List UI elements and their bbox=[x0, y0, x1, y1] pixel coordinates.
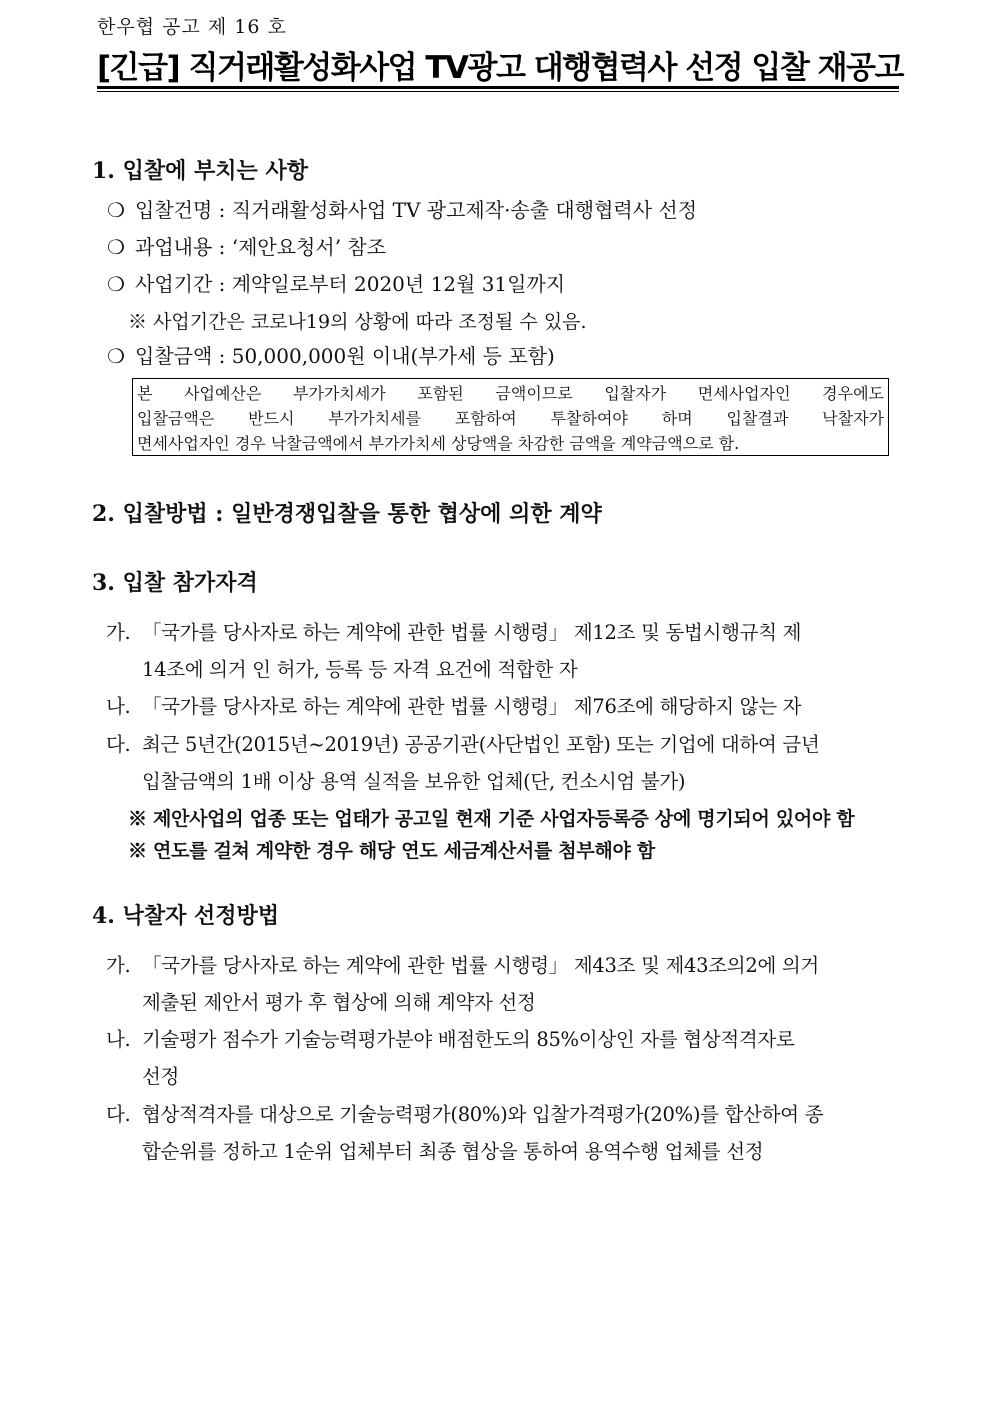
circle-bullet-icon: ❍ bbox=[107, 235, 125, 259]
section4-item-na: 나. 기술평가 점수가 기술능력평가분야 배점한도의 85%이상인 자를 협상적격자로 bbox=[106, 1028, 795, 1051]
section4-item-ga: 가. 「국가를 당사자로 하는 계약에 관한 법률 시행령」 제43조 및 제43조의2에 의거 bbox=[106, 954, 819, 977]
section1-item-1 bbox=[107, 194, 697, 223]
document-title: [긴급] 직거래활성화사업 TV광고 대행협력사 선정 입찰 재공고 bbox=[97, 50, 903, 86]
bid-name-text: 입찰건명 : 직거래활성화사업 TV 광고제작·송출 대행협력사 선정 bbox=[135, 198, 698, 222]
section1-item-4 bbox=[107, 340, 555, 369]
section4-item-ga-cont: 제출된 제안서 평가 후 협상에 의해 계약자 선정 bbox=[142, 991, 536, 1014]
section3-item-na: 나. 「국가를 당사자로 하는 계약에 관한 법률 시행령」 제76조에 해당하지 않는 자 bbox=[106, 695, 802, 718]
section4-item-da: 다. 협상적격자를 대상으로 기술능력평가(80%)와 입찰가격평가(20%)를 합산하여 종 bbox=[106, 1103, 824, 1126]
section2-heading: 2. 입찰방법 : 일반경쟁입찰을 통한 협상에 의한 계약 bbox=[92, 501, 602, 527]
section3-item-da-cont: 입찰금액의 1배 이상 용역 실적을 보유한 업체(단, 컨소시엄 불가) bbox=[142, 770, 686, 793]
business-registration-note: ※ 제안사업의 업종 또는 업태가 공고일 현재 기준 사업자등록증 상에 명기되어 있어야 함 bbox=[128, 808, 855, 830]
section3-item-da: 다. 최근 5년간(2015년~2019년) 공공기관(사단법인 포함) 또는 기업에 대하여 금년 bbox=[106, 733, 820, 756]
title-underline-thin bbox=[97, 91, 899, 92]
section3-item-ga: 가. 「국가를 당사자로 하는 계약에 관한 법률 시행령」 제12조 및 동법시행규칙 제 bbox=[106, 621, 802, 644]
section4-item-da-cont: 합순위를 정하고 1순위 업체부터 최종 협상을 통하여 용역수행 업체를 선정 bbox=[142, 1140, 764, 1163]
section1-heading: 1. 입찰에 부치는 사항 bbox=[92, 158, 308, 184]
section3-heading: 3. 입찰 참가자격 bbox=[92, 570, 258, 596]
circle-bullet-icon: ❍ bbox=[107, 344, 125, 368]
circle-bullet-icon: ❍ bbox=[107, 272, 125, 296]
vat-notice-box bbox=[132, 378, 889, 456]
title-underline-thick bbox=[97, 86, 899, 89]
period-note: ※ 사업기간은 코로나19의 상황에 따라 조정될 수 있음. bbox=[128, 311, 587, 333]
project-period-text: 사업기간 : 계약일로부터 2020년 12월 31일까지 bbox=[135, 272, 566, 296]
notice-number: 한우협 공고 제 16 호 bbox=[97, 16, 287, 38]
tax-invoice-note: ※ 연도를 걸쳐 계약한 경우 해당 연도 세금계산서를 첨부해야 함 bbox=[128, 840, 655, 862]
bid-amount-text: 입찰금액 : 50,000,000원 이내(부가세 등 포함) bbox=[135, 344, 555, 368]
section4-heading: 4. 낙찰자 선정방법 bbox=[92, 903, 280, 929]
vat-notice-line-1: 본 사업예산은 부가가치세가 포함된 금액이므로 입찰자가 면세사업자인 경우에도 bbox=[137, 384, 884, 403]
work-content-text: 과업내용 : ‘제안요청서’ 참조 bbox=[135, 235, 387, 259]
section4-item-na-cont: 선정 bbox=[142, 1065, 180, 1088]
vat-notice-line-3: 면세사업자인 경우 낙찰금액에서 부가가치세 상당액을 차감한 금액을 계약금액으로 함. bbox=[137, 434, 740, 453]
vat-notice-line-2: 입찰금액은 반드시 부가가치세를 포함하여 투찰하여야 하며 입찰결과 낙찰자가 bbox=[137, 409, 884, 428]
section1-item-3 bbox=[107, 268, 565, 297]
section3-item-ga-cont: 14조에 의거 인 허가, 등록 등 자격 요건에 적합한 자 bbox=[142, 658, 578, 681]
circle-bullet-icon: ❍ bbox=[107, 198, 125, 222]
section1-item-2 bbox=[107, 231, 386, 260]
